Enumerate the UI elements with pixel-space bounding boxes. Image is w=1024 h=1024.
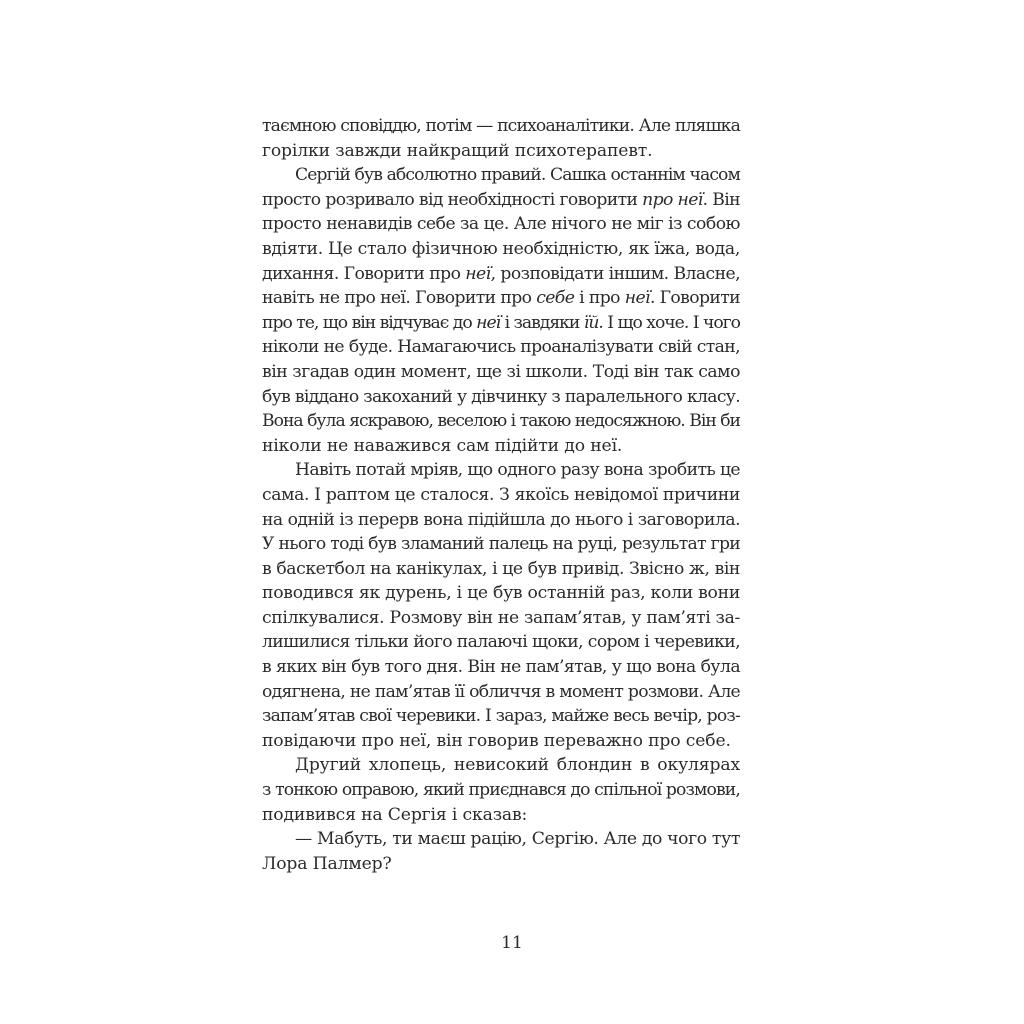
text-line bbox=[262, 311, 740, 336]
text-segment: Лора Палмер? bbox=[262, 853, 392, 874]
text-line bbox=[262, 237, 740, 262]
text-line bbox=[262, 778, 740, 803]
text-line bbox=[262, 729, 740, 754]
italic-emphasis: неї bbox=[476, 312, 501, 333]
text-line bbox=[262, 680, 740, 705]
text-segment: . Він bbox=[702, 189, 741, 210]
text-segment: подивився на Сергія і сказав: bbox=[262, 804, 528, 825]
text-line bbox=[262, 483, 740, 508]
text-line bbox=[262, 655, 740, 680]
text-line bbox=[262, 286, 740, 311]
text-line bbox=[262, 335, 740, 360]
italic-emphasis: себе bbox=[536, 288, 575, 309]
text-line bbox=[262, 409, 740, 434]
italic-emphasis: про неї bbox=[642, 189, 703, 210]
text-line bbox=[262, 827, 740, 852]
text-segment: просто ненавидів себе за це. Але нічого не міг із собою bbox=[262, 214, 741, 235]
text-segment: . І що хоче. І чого bbox=[598, 312, 740, 333]
text-line bbox=[262, 212, 740, 237]
text-segment: просто розривало від необхідності говорити bbox=[262, 189, 643, 210]
text-segment: таємною сповіддю, потім — психоаналітики. Але пляшка bbox=[262, 116, 740, 136]
text-line bbox=[262, 434, 740, 459]
text-line bbox=[262, 262, 740, 287]
text-line bbox=[262, 385, 740, 410]
text-segment: дихання. Говорити про bbox=[262, 263, 466, 284]
text-segment: сама. І раптом це сталося. З якоїсь невідомої причини bbox=[262, 484, 740, 505]
text-segment: на одній із перерв вона підійшла до нього і заговорила. bbox=[262, 509, 741, 530]
italic-emphasis: неї bbox=[465, 263, 491, 284]
text-segment: він згадав один момент, ще зі школи. Тоді він так само bbox=[262, 361, 740, 382]
italic-emphasis: їй bbox=[583, 312, 599, 333]
text-line bbox=[262, 188, 740, 213]
text-segment: навіть не про неї. Говорити про bbox=[262, 288, 537, 309]
text-segment: Сергій був абсолютно правий. Сашка останнім часом bbox=[295, 165, 740, 186]
italic-emphasis: неї bbox=[624, 288, 650, 309]
text-segment: був віддано закоханий у дівчинку з паралельного класу. bbox=[262, 386, 740, 407]
text-segment: горілки завжди найкращий психотерапевт. bbox=[262, 140, 653, 161]
text-segment: вдіяти. Це стало фізичною необхідністю, як їжа, вода, bbox=[262, 238, 740, 259]
text-segment: поводився як дурень, і це був останній раз, коли вони bbox=[262, 583, 741, 604]
text-segment: У нього тоді був зламаний палець на руці, результат гри bbox=[262, 534, 741, 555]
text-segment: , розповідати іншим. Власне, bbox=[490, 263, 741, 284]
text-segment: одягнена, не пам’ятав її обличчя в момент розмови. Але bbox=[262, 681, 740, 702]
text-line bbox=[262, 753, 740, 778]
text-line bbox=[262, 581, 740, 606]
text-segment: — Мабуть, ти маєш рацію, Сергію. Але до чого тут bbox=[295, 829, 740, 850]
text-line bbox=[262, 360, 740, 385]
text-line bbox=[262, 803, 740, 828]
text-line bbox=[262, 852, 740, 877]
text-segment: Навіть потай мріяв, що одного разу вона зробить це bbox=[295, 460, 740, 481]
text-segment: . Говорити bbox=[649, 288, 741, 309]
text-segment: в яких він був того дня. Він не пам’ятав, у що вона була bbox=[262, 657, 740, 678]
text-segment: повідаючи про неї, він говорив переважно про себе. bbox=[262, 730, 731, 751]
text-line bbox=[262, 508, 740, 533]
text-line bbox=[262, 704, 740, 729]
body-text bbox=[262, 114, 740, 876]
text-line bbox=[262, 630, 740, 655]
text-segment: Другий хлопець, невисокий блондин в окулярах bbox=[295, 755, 740, 776]
text-segment: з тонкою оправою, який приєднався до спільної розмови, bbox=[262, 780, 740, 801]
text-segment: ніколи не наважився сам підійти до неї. bbox=[262, 435, 623, 456]
text-line bbox=[262, 163, 740, 188]
text-segment: спілкувалися. Розмову він не запам’ятав, у пам’яті за- bbox=[262, 607, 740, 628]
text-segment: лишилися тільки його палаючі щоки, сором і черевики, bbox=[262, 632, 740, 653]
text-segment: і завдяки bbox=[500, 312, 584, 333]
text-segment: запам’ятав свої черевики. І зараз, майже весь вечір, роз- bbox=[262, 706, 741, 727]
text-line bbox=[262, 532, 740, 557]
page-number: 11 bbox=[501, 933, 523, 953]
text-line bbox=[262, 139, 740, 164]
text-line bbox=[262, 114, 740, 139]
text-line bbox=[262, 557, 740, 582]
text-line bbox=[262, 606, 740, 631]
text-segment: і про bbox=[574, 288, 625, 309]
text-segment: ніколи не буде. Намагаючись проаналізувати свій стан, bbox=[262, 337, 740, 358]
text-segment: Вона була яскравою, веселою і такою недосяжною. Він би bbox=[262, 411, 740, 432]
text-segment: про те, що він відчуває до bbox=[262, 312, 477, 333]
text-segment: в баскетбол на канікулах, і це був привід. Звісно ж, він bbox=[262, 558, 740, 579]
text-line bbox=[262, 458, 740, 483]
